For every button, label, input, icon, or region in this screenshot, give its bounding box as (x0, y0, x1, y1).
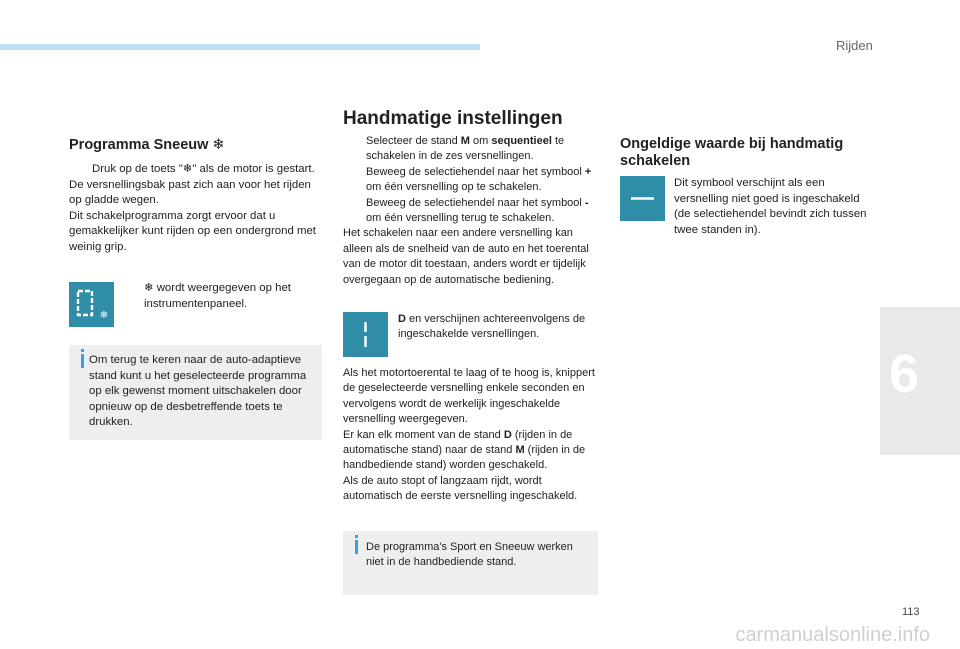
b3-text-b: om één versnelling terug te schakelen. (366, 212, 555, 225)
p3-m: M (515, 444, 525, 457)
snow-bullet-text: Druk op de toets "❄" als de motor is gestart. (92, 163, 315, 175)
b1-seq: sequentieel (491, 135, 552, 147)
manual-bullet-2 (343, 165, 598, 196)
chapter-number: 6 (889, 344, 920, 404)
manual-bullet-1 (343, 134, 598, 165)
info-bar (355, 540, 358, 554)
middle-column-top (343, 134, 598, 288)
gear-display-icon (343, 312, 388, 357)
snow-program-heading: Programma Sneeuw ❄ (69, 137, 225, 153)
b2-text-b: om één versnelling op te schakelen. (366, 181, 542, 194)
manual-paragraph-3 (343, 428, 598, 474)
p3-text-a: Er kan elk moment van de stand (343, 428, 504, 441)
b3-minus: - (584, 196, 589, 209)
section-label: Rijden (836, 38, 873, 53)
manual-paragraph-2: Als het motortoerental te laag of te hoog is, knippert de geselecteerde versnelling enkele seconden en vervolgens wordt de werkelijk ingeschakelde versnelling weergegeven. (343, 367, 595, 426)
p3-d: D (503, 428, 512, 441)
snow-display-icon (69, 282, 114, 327)
manual-bullet-3 (343, 196, 598, 227)
invalid-gear-icon (620, 176, 665, 221)
gear-d: D (398, 313, 406, 325)
p3-text-c: (rijden in de handbediende stand) worden geschakeld. (343, 444, 586, 472)
manual-settings-title: Handmatige instellingen (343, 108, 563, 129)
invalid-value-heading: Ongeldige waarde bij handmatig schakelen (620, 136, 844, 169)
b1-text-a: Selecteer de stand (366, 135, 461, 147)
b1-m: M (460, 135, 470, 147)
manual-note-text: De programma's Sport en Sneeuw werken niet in de handbediende stand. (366, 541, 573, 569)
left-column (69, 137, 319, 256)
svg-text:❄: ❄ (99, 310, 109, 321)
b1-text-b: om (469, 135, 492, 147)
footer-watermark: carmanualsonline.info (735, 624, 930, 646)
snow-paragraph-2: Dit schakelprogramma zorgt ervoor dat u gemakkelijker kunt rijden op een ondergrond met weinig grip. (69, 209, 316, 253)
snow-paragraph-1: De versnellingsbak past zich aan voor het rijden op gladde wegen. (69, 178, 311, 207)
invalid-icon-text: Dit symbool verschijnt als een versnelling niet goed is ingeschakeld (de selectiehendel bevindt zich tussen twee standen in). (674, 177, 867, 236)
manual-paragraph-1: Het schakelen naar een andere versnelling kan alleen als de snelheid van de auto en het toerental van de motor dit toestaan, anders wordt er tijdelijk overgegaan op de automatische bediening. (343, 227, 589, 286)
b2-text-a: Beweeg de selectiehendel naar het symbool (366, 165, 585, 178)
right-column (620, 136, 870, 170)
manual-info-note (343, 531, 598, 595)
manual-paragraph-4: Als de auto stopt of langzaam rijdt, wordt automatisch de eerste versnelling ingeschakeld. (343, 474, 578, 503)
b1-text-c: te schakelen in de zes versnellingen. (366, 135, 565, 163)
gear-text: en verschijnen achtereenvolgens de ingeschakelde versnellingen. (398, 313, 586, 341)
gear-icon-text (398, 312, 593, 343)
middle-column-bottom (343, 366, 598, 505)
snow-note-text: Om terug te keren naar de auto-adaptieve stand kunt u het geselecteerde programma op elk gewenst moment uitschakelen door opnieuw op de desbetreffende toets te drukken. (89, 354, 307, 429)
info-icon (355, 535, 358, 538)
info-icon (81, 349, 84, 352)
info-bar (81, 354, 84, 368)
b3-text-a: Beweeg de selectiehendel naar het symbool (366, 196, 585, 209)
top-accent-bar (0, 44, 480, 50)
snow-bullet (69, 162, 319, 178)
b2-plus: + (584, 165, 592, 178)
snow-info-note (69, 345, 322, 440)
p3-text-b: (rijden in de automatische stand) naar de stand (343, 428, 573, 457)
page-number: 113 (902, 606, 920, 618)
snow-icon-text: ❄ wordt weergegeven op het instrumentenpaneel. (144, 282, 291, 310)
